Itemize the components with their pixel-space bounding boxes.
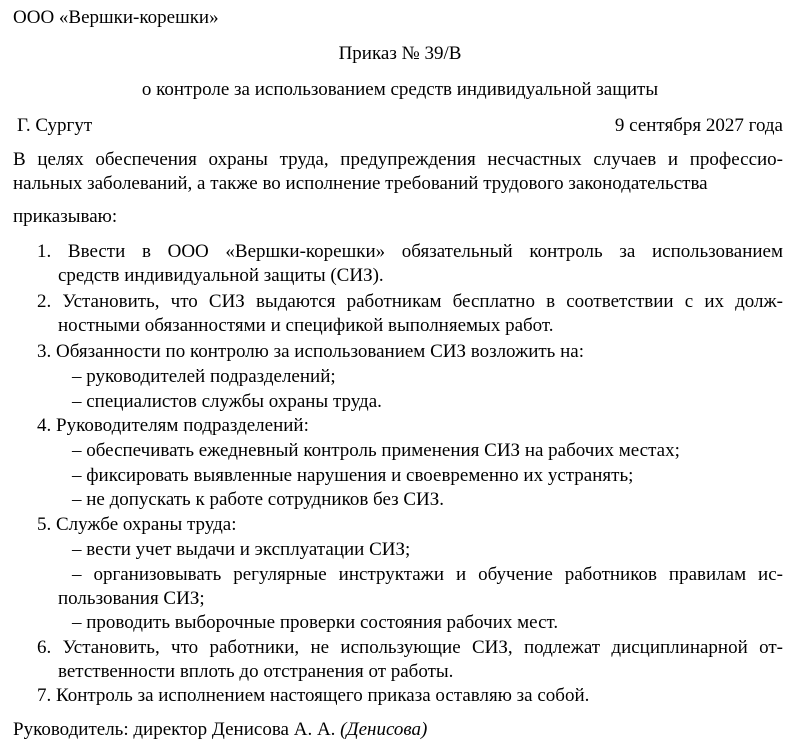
order-title: Приказ № 39/В	[338, 43, 462, 64]
preamble-line-2: нальных заболеваний, а также во исполнение требований трудового законодательства	[13, 173, 708, 194]
item-5-subitem-3: – проводить выборочные проверки состояния рабочих мест.	[72, 612, 559, 633]
item-5: 5. Службе охраны труда:	[37, 514, 237, 535]
item-4-subitem-3: – не допускать к работе сотрудников без СИЗ.	[72, 489, 445, 510]
preamble-line-1: В целях обеспечения охраны труда, предупреждения несчастных случаев и профессио-	[13, 149, 783, 170]
order-date: 9 сентября 2027 года	[614, 115, 783, 136]
item-4-subitem-1: – обеспечивать ежедневный контроль применения СИЗ на рабочих местах;	[72, 440, 680, 461]
signature-line	[13, 718, 427, 742]
item-4: 4. Руководителям подразделений:	[37, 415, 309, 436]
item-2-line-2: ностными обязанностями и спецификой выполняемых работ.	[58, 315, 554, 336]
order-subject: о контроле за использованием средств индивидуальной защиты	[141, 79, 659, 100]
item-3-subitem-2: – специалистов службы охраны труда.	[72, 391, 382, 412]
item-5-subitem-2-line-1: – организовывать регулярные инструктажи и обучение работников правилам ис-	[72, 564, 783, 585]
item-5-subitem-2-line-2: пользования СИЗ;	[58, 588, 205, 609]
item-3-subitem-1: – руководителей подразделений;	[72, 366, 336, 387]
item-2-line-1: 2. Установить, что СИЗ выдаются работникам бесплатно в соответствии с их долж-	[37, 291, 783, 312]
order-word: приказываю:	[13, 206, 118, 227]
signature-name: (Денисова)	[340, 719, 428, 740]
item-1-line-1: 1. Ввести в ООО «Вершки-корешки» обязательный контроль за использованием	[37, 241, 783, 262]
item-6-line-1: 6. Установить, что работники, не использующие СИЗ, подлежат дисциплинарной от-	[37, 637, 783, 658]
order-city: Г. Сургут	[17, 115, 93, 136]
item-4-subitem-2: – фиксировать выявленные нарушения и своевременно их устранять;	[72, 465, 634, 486]
signature-role: Руководитель: директор Денисова А. А.	[13, 719, 336, 740]
item-7: 7. Контроль за исполнением настоящего приказа оставляю за собой.	[37, 685, 590, 706]
item-3: 3. Обязанности по контролю за использованием СИЗ возложить на:	[37, 341, 584, 362]
item-5-subitem-1: – вести учет выдачи и эксплуатации СИЗ;	[72, 539, 411, 560]
item-1-line-2: средств индивидуальной защиты (СИЗ).	[58, 265, 384, 286]
organization-name: ООО «Вершки-корешки»	[13, 7, 219, 28]
item-6-line-2: ветственности вплоть до отстранения от работы.	[58, 661, 454, 682]
